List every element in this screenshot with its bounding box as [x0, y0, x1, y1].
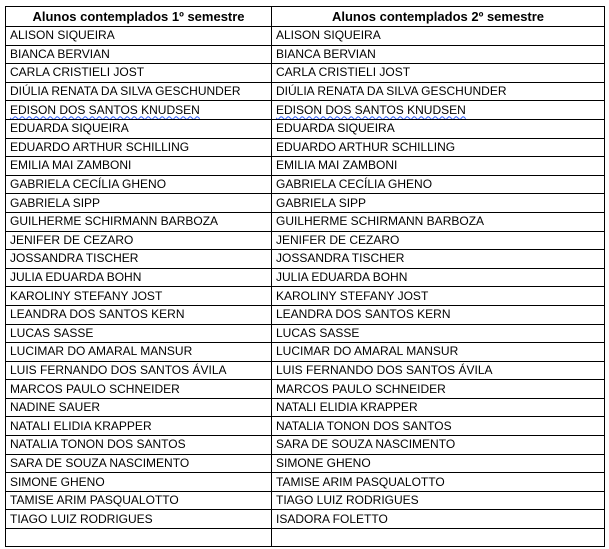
table-row — [6, 491, 605, 510]
cell-first-semester[interactable] — [6, 529, 272, 547]
table-row — [6, 45, 605, 64]
cell-first-semester[interactable]: JOSSANDRA TISCHER — [6, 250, 272, 269]
cell-second-semester[interactable]: SIMONE GHENO — [272, 454, 605, 473]
cell-first-semester[interactable]: LUCIMAR DO AMARAL MANSUR — [6, 343, 272, 362]
cell-first-semester[interactable]: BIANCA BERVIAN — [6, 45, 272, 64]
cell-first-semester[interactable]: EDISON DOS SANTOS KNUDSEN — [6, 101, 272, 120]
cell-first-semester[interactable]: EDUARDO ARTHUR SCHILLING — [6, 138, 272, 157]
table-row — [6, 380, 605, 399]
cell-first-semester[interactable]: NATALIA TONON DOS SANTOS — [6, 436, 272, 455]
cell-second-semester[interactable]: MARCOS PAULO SCHNEIDER — [272, 380, 605, 399]
cell-second-semester[interactable]: ALISON SIQUEIRA — [272, 27, 605, 46]
table-row — [6, 119, 605, 138]
cell-second-semester[interactable]: KAROLINY STEFANY JOST — [272, 287, 605, 306]
table-row — [6, 212, 605, 231]
cell-first-semester[interactable]: LEANDRA DOS SANTOS KERN — [6, 305, 272, 324]
table-row — [6, 417, 605, 436]
table-row — [6, 436, 605, 455]
table-row — [6, 157, 605, 176]
header-second-semester[interactable]: Alunos contemplados 2º semestre — [272, 7, 605, 27]
table-row — [6, 305, 605, 324]
cell-first-semester[interactable]: NATALI ELIDIA KRAPPER — [6, 417, 272, 436]
cell-second-semester[interactable]: JENIFER DE CEZARO — [272, 231, 605, 250]
table-row — [6, 361, 605, 380]
cell-second-semester[interactable]: GUILHERME SCHIRMANN BARBOZA — [272, 212, 605, 231]
cell-second-semester[interactable]: NATALIA TONON DOS SANTOS — [272, 417, 605, 436]
cell-second-semester[interactable]: EMILIA MAI ZAMBONI — [272, 157, 605, 176]
cell-first-semester[interactable]: CARLA CRISTIELI JOST — [6, 64, 272, 83]
cell-second-semester[interactable]: LEANDRA DOS SANTOS KERN — [272, 305, 605, 324]
cell-first-semester[interactable]: JENIFER DE CEZARO — [6, 231, 272, 250]
table-row — [6, 82, 605, 101]
table-row — [6, 194, 605, 213]
cell-second-semester[interactable]: GABRIELA CECÍLIA GHENO — [272, 175, 605, 194]
cell-first-semester[interactable]: LUIS FERNANDO DOS SANTOS ÁVILA — [6, 361, 272, 380]
students-table — [5, 6, 605, 547]
cell-second-semester[interactable]: CARLA CRISTIELI JOST — [272, 64, 605, 83]
table-row — [6, 175, 605, 194]
cell-second-semester[interactable]: JULIA EDUARDA BOHN — [272, 268, 605, 287]
cell-first-semester[interactable]: MARCOS PAULO SCHNEIDER — [6, 380, 272, 399]
table-row — [6, 268, 605, 287]
cell-first-semester[interactable]: ALISON SIQUEIRA — [6, 27, 272, 46]
cell-second-semester[interactable]: LUCAS SASSE — [272, 324, 605, 343]
cell-second-semester[interactable]: BIANCA BERVIAN — [272, 45, 605, 64]
table-row — [6, 398, 605, 417]
table-row — [6, 454, 605, 473]
cell-first-semester[interactable]: GABRIELA CECÍLIA GHENO — [6, 175, 272, 194]
header-first-semester[interactable]: Alunos contemplados 1º semestre — [6, 7, 272, 27]
spreadsheet-area — [5, 6, 605, 547]
table-row — [6, 27, 605, 46]
cell-second-semester[interactable]: DIÚLIA RENATA DA SILVA GESCHUNDER — [272, 82, 605, 101]
cell-first-semester[interactable]: EMILIA MAI ZAMBONI — [6, 157, 272, 176]
cell-first-semester[interactable]: KAROLINY STEFANY JOST — [6, 287, 272, 306]
table-row — [6, 529, 605, 547]
cell-second-semester[interactable]: EDUARDA SIQUEIRA — [272, 119, 605, 138]
cell-second-semester[interactable]: EDISON DOS SANTOS KNUDSEN — [272, 101, 605, 120]
cell-second-semester[interactable]: EDUARDO ARTHUR SCHILLING — [272, 138, 605, 157]
cell-first-semester[interactable]: DIÚLIA RENATA DA SILVA GESCHUNDER — [6, 82, 272, 101]
table-row — [6, 101, 605, 120]
table-row — [6, 231, 605, 250]
cell-second-semester[interactable]: LUCIMAR DO AMARAL MANSUR — [272, 343, 605, 362]
cell-first-semester[interactable]: GUILHERME SCHIRMANN BARBOZA — [6, 212, 272, 231]
table-body — [6, 27, 605, 547]
table-row — [6, 343, 605, 362]
cell-first-semester[interactable]: TAMISE ARIM PASQUALOTTO — [6, 491, 272, 510]
cell-first-semester[interactable]: SARA DE SOUZA NASCIMENTO — [6, 454, 272, 473]
cell-first-semester[interactable]: TIAGO LUIZ RODRIGUES — [6, 510, 272, 529]
table-row — [6, 287, 605, 306]
cell-first-semester[interactable]: GABRIELA SIPP — [6, 194, 272, 213]
cell-second-semester[interactable] — [272, 529, 605, 547]
table-row — [6, 138, 605, 157]
table-row — [6, 250, 605, 269]
cell-first-semester[interactable]: LUCAS SASSE — [6, 324, 272, 343]
header-row — [6, 7, 605, 27]
cell-first-semester[interactable]: SIMONE GHENO — [6, 473, 272, 492]
cell-second-semester[interactable]: NATALI ELIDIA KRAPPER — [272, 398, 605, 417]
table-row — [6, 64, 605, 83]
cell-first-semester[interactable]: JULIA EDUARDA BOHN — [6, 268, 272, 287]
cell-second-semester[interactable]: SARA DE SOUZA NASCIMENTO — [272, 436, 605, 455]
table-row — [6, 473, 605, 492]
table-row — [6, 324, 605, 343]
cell-second-semester[interactable]: ISADORA FOLETTO — [272, 510, 605, 529]
cell-second-semester[interactable]: GABRIELA SIPP — [272, 194, 605, 213]
cell-second-semester[interactable]: TAMISE ARIM PASQUALOTTO — [272, 473, 605, 492]
table-row — [6, 510, 605, 529]
cell-first-semester[interactable]: EDUARDA SIQUEIRA — [6, 119, 272, 138]
cell-second-semester[interactable]: JOSSANDRA TISCHER — [272, 250, 605, 269]
cell-first-semester[interactable]: NADINE SAUER — [6, 398, 272, 417]
cell-second-semester[interactable]: LUIS FERNANDO DOS SANTOS ÁVILA — [272, 361, 605, 380]
cell-second-semester[interactable]: TIAGO LUIZ RODRIGUES — [272, 491, 605, 510]
